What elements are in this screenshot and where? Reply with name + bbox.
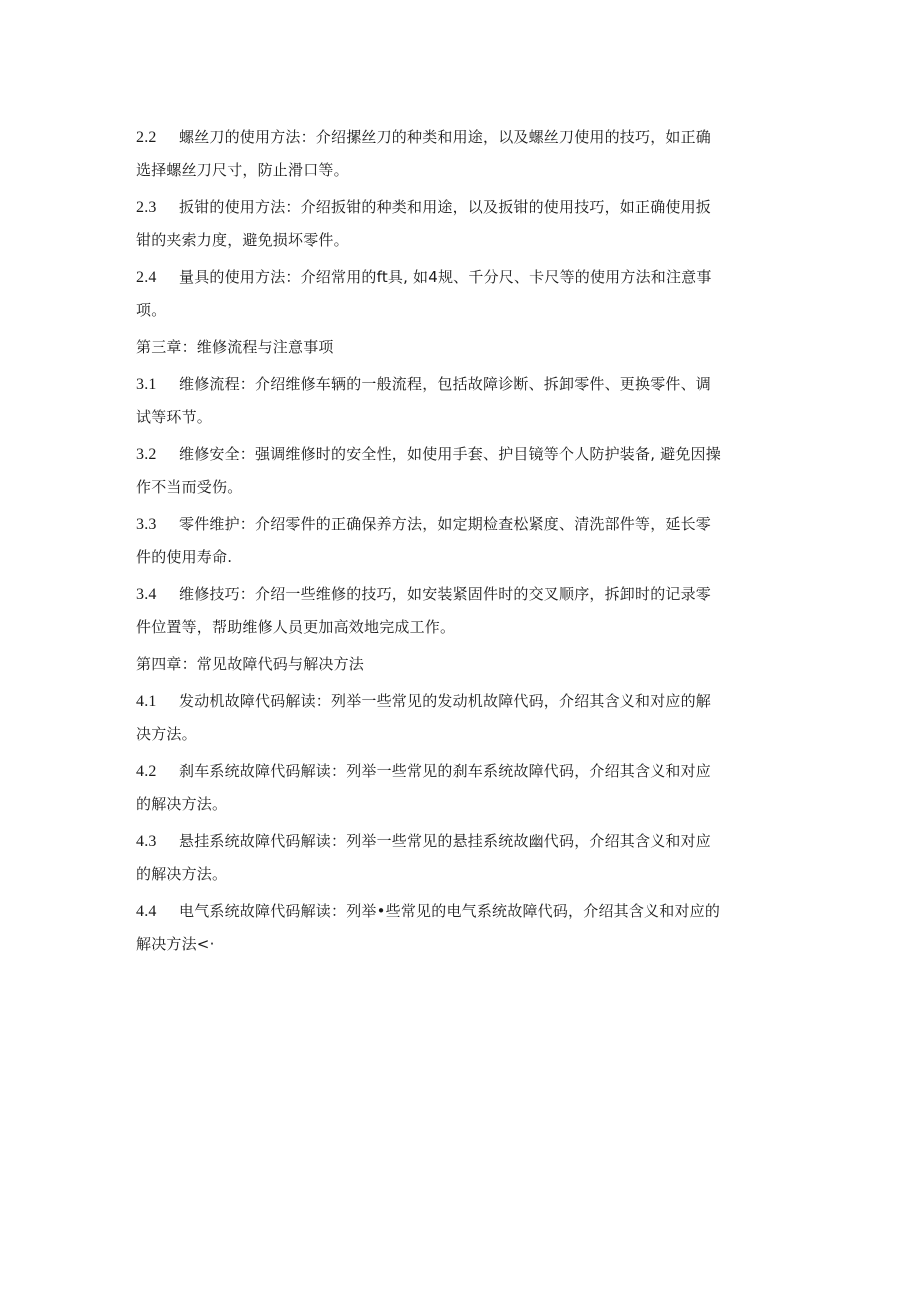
paragraph-text: 电气系统故障代码解读：列举•些常见的电气系统故障代码，介绍其含义和对应的	[179, 902, 721, 920]
paragraph-text: 维修技巧：介绍一些维修的技巧，如安装紧固件时的交叉顺序，拆卸时的记录零	[179, 585, 712, 603]
paragraph-line	[136, 755, 786, 788]
paragraph-text: 维修流程：介绍维修车辆的一般流程，包括故障诊断、拆卸零件、更换零件、调	[179, 375, 712, 393]
section-number: 2.3	[136, 199, 157, 216]
document-body	[136, 121, 786, 965]
paragraph-line	[136, 508, 786, 541]
paragraph-line	[136, 191, 786, 224]
paragraph-line: 作不当而受伤。	[136, 478, 243, 496]
chapter-3-heading	[136, 331, 786, 363]
section-4-3	[136, 825, 786, 890]
section-3-4	[136, 578, 786, 643]
paragraph-line	[136, 121, 786, 154]
paragraph-line: 件的使用寿命.	[136, 548, 233, 566]
section-number: 4.4	[136, 903, 157, 920]
section-2-4	[136, 261, 786, 326]
paragraph-line: 钳的夹索力度，避免损坏零件。	[136, 231, 349, 249]
paragraph-line	[136, 578, 786, 611]
paragraph-line: 试等环节。	[136, 408, 213, 426]
paragraph-text: 螺丝刀的使用方法：介绍摞丝刀的种类和用途，以及螺丝刀使用的技巧，如正确	[179, 128, 712, 146]
paragraph-text: 维修安全：强调维修时的安全性，如使用手套、护目镜等个人防护装备, 避免因操	[179, 445, 721, 463]
paragraph-line	[136, 825, 786, 858]
section-3-1	[136, 368, 786, 433]
section-number: 3.1	[136, 376, 157, 393]
section-2-3	[136, 191, 786, 256]
section-number: 4.3	[136, 833, 157, 850]
chapter-title: 第三章：维修流程与注意事项	[136, 338, 334, 356]
paragraph-line: 选择螺丝刀尺寸，防止滑口等。	[136, 161, 349, 179]
paragraph-text: 量具的使用方法：介绍常用的ft具, 如4规、千分尺、卡尺等的使用方法和注意事	[179, 268, 712, 286]
section-2-2	[136, 121, 786, 186]
paragraph-line: 的解决方法。	[136, 795, 228, 813]
chapter-4-heading	[136, 648, 786, 680]
section-3-2	[136, 438, 786, 503]
section-number: 2.4	[136, 269, 157, 286]
chapter-title: 第四章：常见故障代码与解决方法	[136, 655, 365, 673]
paragraph-line: 解决方法<·	[136, 935, 215, 953]
section-4-2	[136, 755, 786, 820]
paragraph-text: 扳钳的使用方法：介绍扳钳的种类和用途，以及扳钳的使用技巧，如正确使用扳	[179, 198, 712, 216]
section-number: 3.2	[136, 446, 157, 463]
paragraph-line: 项。	[136, 301, 167, 319]
paragraph-line	[136, 895, 786, 928]
paragraph-text: 零件维护：介绍零件的正确保养方法，如定期检查松紧度、清洗部件等，延长零	[179, 515, 712, 533]
section-number: 4.1	[136, 693, 157, 710]
paragraph-line: 的解决方法。	[136, 865, 228, 883]
section-number: 4.2	[136, 763, 157, 780]
paragraph-line	[136, 685, 786, 718]
section-3-3	[136, 508, 786, 573]
section-4-1	[136, 685, 786, 750]
paragraph-text: 发动机故障代码解读：列举一些常见的发动机故障代码，介绍其含义和对应的解	[179, 692, 712, 710]
paragraph-line	[136, 368, 786, 401]
paragraph-text: 刹车系统故障代码解读：列举一些常见的刹车系统故障代码，介绍其含义和对应	[179, 762, 712, 780]
paragraph-line: 件位置等，帮助维修人员更加高效地完成工作。	[136, 618, 456, 636]
section-number: 2.2	[136, 129, 157, 146]
paragraph-line: 决方法。	[136, 725, 197, 743]
section-4-4	[136, 895, 786, 960]
section-number: 3.3	[136, 516, 157, 533]
paragraph-line	[136, 438, 786, 471]
section-number: 3.4	[136, 586, 157, 603]
paragraph-text: 悬挂系统故障代码解读：列举一些常见的悬挂系统故幽代码，介绍其含义和对应	[179, 832, 712, 850]
paragraph-line	[136, 261, 786, 294]
